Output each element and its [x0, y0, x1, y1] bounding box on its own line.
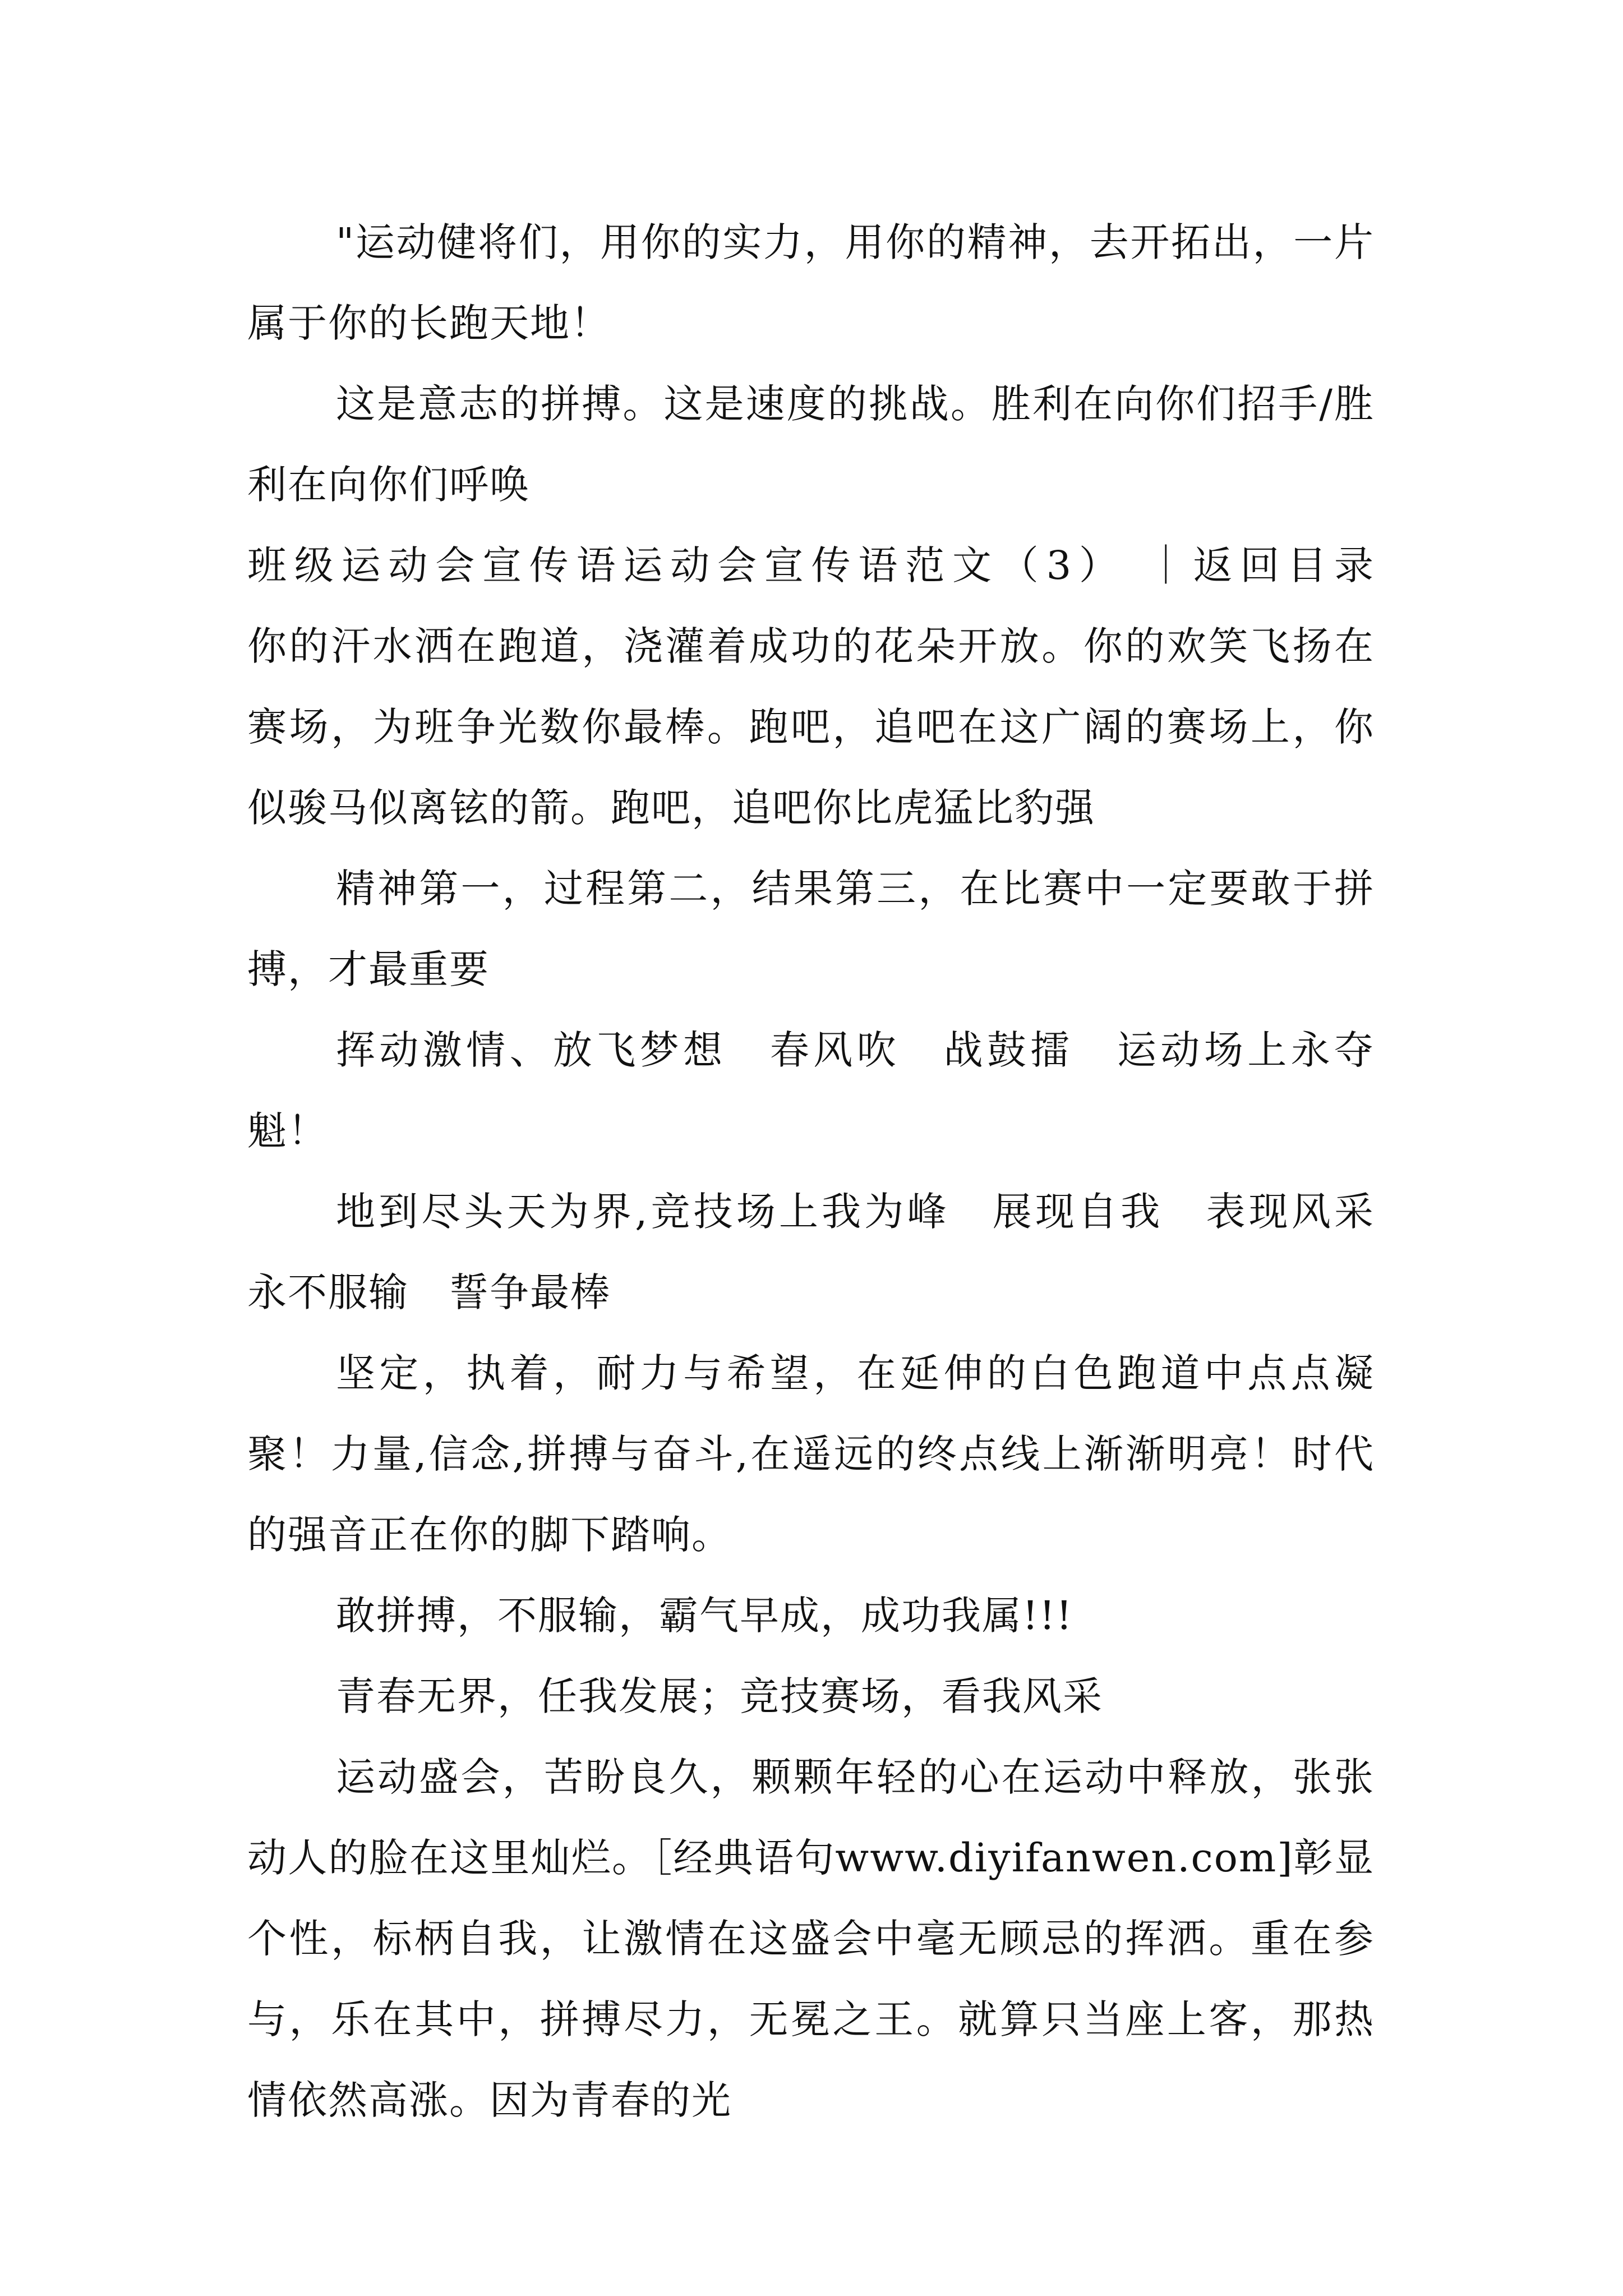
section-heading-with-return-link[interactable]: 班级运动会宣传语运动会宣传语范文（3） ｜返回目录 [247, 542, 1375, 588]
paragraph-sky-as-border: 地到尽头天为界,竞技场上我为峰 展现自我 表现风采 永不服输 誓争最棒 [247, 1189, 1415, 1315]
paragraph-will-and-speed: 这是意志的拼搏。这是速度的挑战。胜利在向你们招手/胜利在向你们呼唤 [247, 381, 1375, 508]
paragraph-youth-unbounded: 青春无界，任我发展；竞技赛场，看我风采 [336, 1673, 1103, 1719]
paragraph-sports-gathering: 运动盛会，苦盼良久，颗颗年轻的心在运动中释放，张张动人的脸在这里灿烂。［经典语句www.diyifanwen.com]彰显个性，标柄自我，让激情在这盛会中毫无顾忌的挥洒。重在参与，乐在其中，拼搏尽力，无冕之王。就算只当座上客，那热情依然高涨。因为青春的光 [247, 1754, 1375, 2123]
paragraph-spirit-first: 精神第一，过程第二，结果第三，在比赛中一定要敢于拼搏，才最重要 [247, 866, 1375, 992]
paragraph-determination: 坚定，执着，耐力与希望，在延伸的白色跑道中点点凝聚！力量,信念,拼搏与奋斗,在遥远的终点线上渐渐明亮！时代的强音正在你的脚下踏响。 [247, 1350, 1375, 1558]
paragraph-dare-to-fight: 敢拼搏，不服输，霸气早成，成功我属!!! [336, 1593, 1073, 1639]
paragraph-passion-dreams: 挥动激情、放飞梦想 春风吹 战鼓擂 运动场上永夺魁！ [247, 1027, 1375, 1154]
paragraph-athletes: "运动健将们，用你的实力，用你的精神，去开拓出，一片属于你的长跑天地！ [247, 219, 1375, 346]
paragraph-sweat-on-track: 你的汗水洒在跑道，浇灌着成功的花朵开放。你的欢笑飞扬在赛场，为班争光数你最棒。跑吧，追吧在这广阔的赛场上，你似骏马似离铉的箭。跑吧，追吧你比虎猛比豹强 [247, 623, 1375, 831]
document-body [247, 202, 1415, 2141]
